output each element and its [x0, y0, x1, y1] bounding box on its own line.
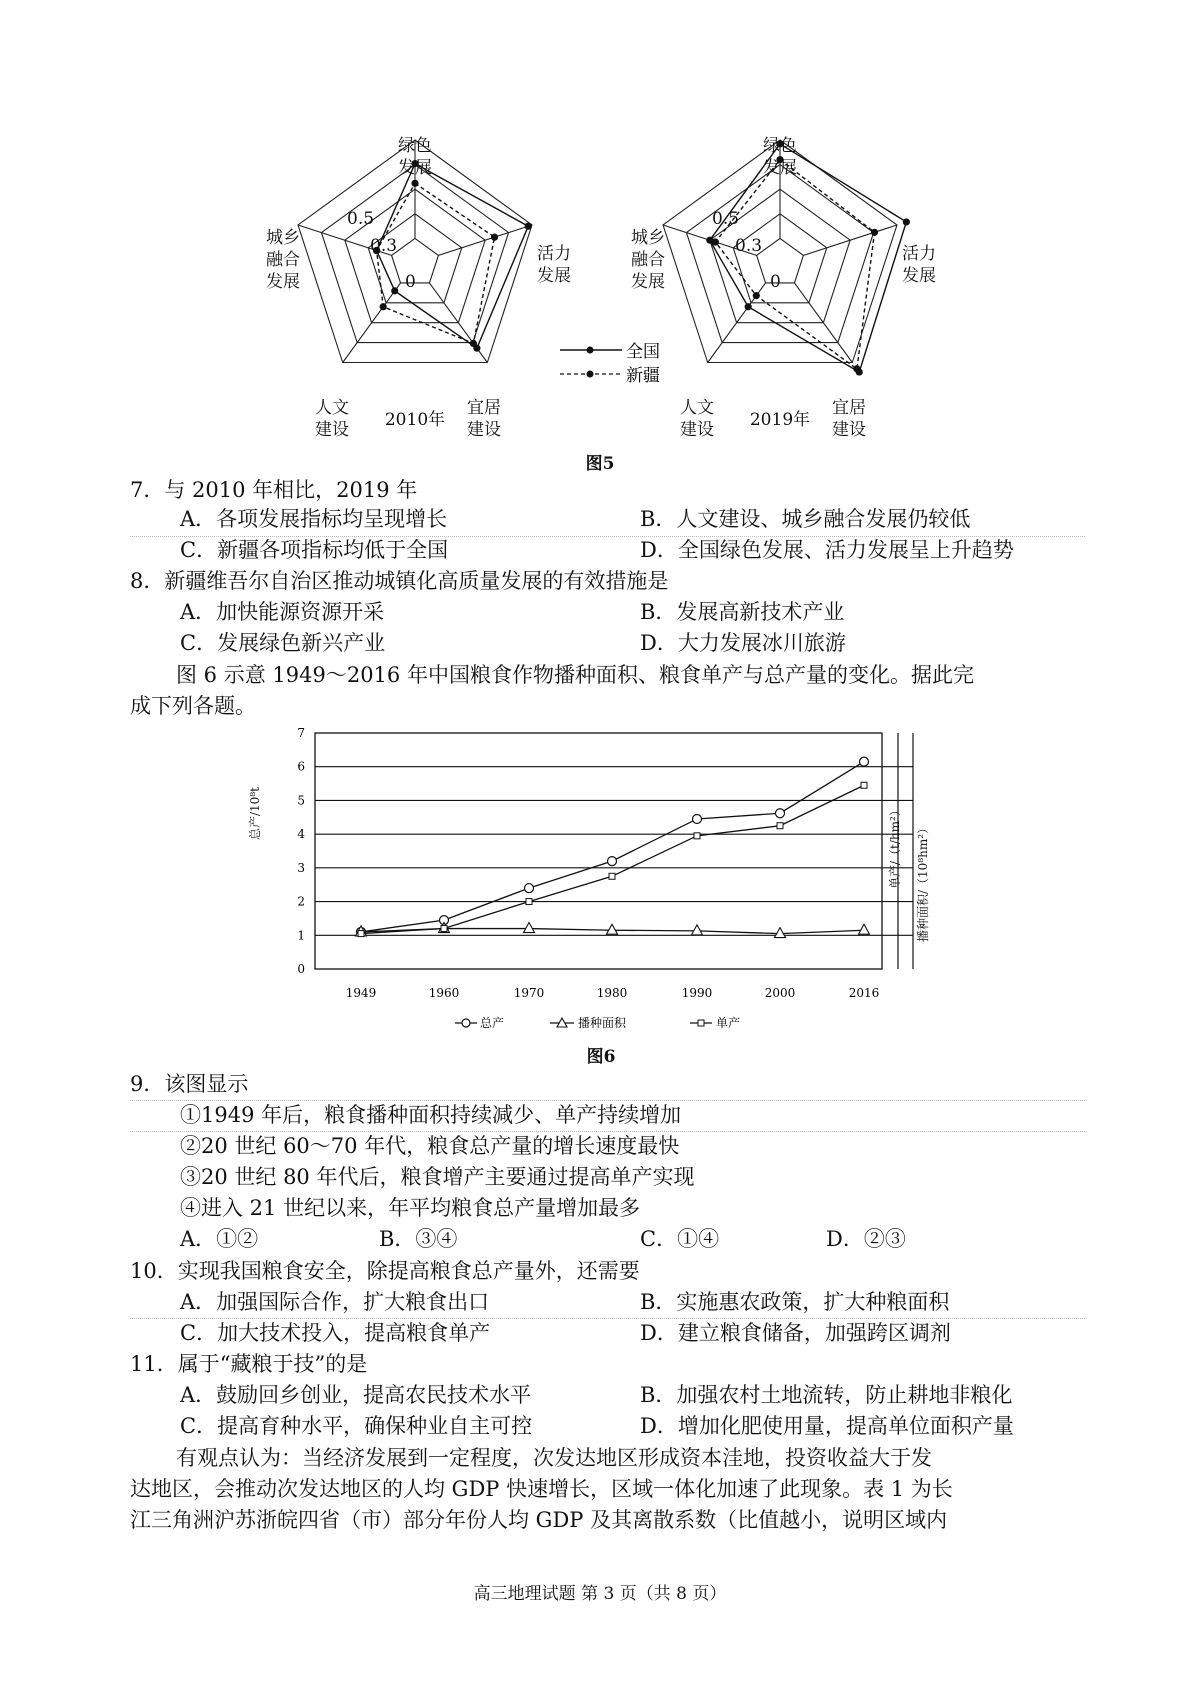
chart1-year: 2010年	[384, 410, 446, 430]
q11-option-a: A．鼓励回乡创业，提高农民技术水平	[180, 1383, 532, 1407]
legend-total-marker	[462, 1019, 470, 1027]
chart1-urban-l1: 城乡	[266, 228, 300, 248]
series-line-1	[361, 762, 864, 932]
q11-stem: 11．属于“藏粮于技”的是	[130, 1352, 368, 1376]
point-yield	[609, 873, 615, 879]
legend-total-label: 总产	[480, 1016, 505, 1030]
chart1-livable-l1: 宜居	[467, 398, 501, 418]
legend-national-label: 全国	[626, 342, 660, 362]
q11-option-d: D．增加化肥使用量，提高单位面积产量	[640, 1414, 1014, 1438]
fig6-ylabel-right-area: 播种面积/（10⁸hm²）	[916, 821, 930, 942]
q8-option-b: B．发展高新技术产业	[640, 600, 845, 624]
chart2-urban-l3: 发展	[631, 272, 665, 292]
divider	[130, 1100, 1085, 1101]
chart1-tick-03: 0.3	[370, 236, 398, 256]
point-total	[608, 857, 617, 866]
q9-option-d: D．②③	[826, 1227, 906, 1251]
point-total	[860, 757, 869, 766]
plot-frame	[315, 733, 882, 969]
x-tick-label: 1990	[681, 986, 713, 1000]
q8-option-d: D．大力发展冰川旅游	[640, 631, 846, 655]
chart2-livable-l2: 建设	[832, 420, 866, 440]
q9-statement-3: ③20 世纪 80 年代后，粮食增产主要通过提高单产实现	[180, 1165, 695, 1189]
point-area	[692, 925, 703, 935]
chart2-vital-l1: 活力	[902, 244, 936, 264]
chart1-green-l1: 绿色	[398, 136, 432, 156]
q9-stem: 9．该图显示	[130, 1072, 249, 1096]
point-area	[775, 928, 786, 938]
chart1-urban-l3: 发展	[266, 272, 300, 292]
chart1-tick-0: 0	[405, 272, 416, 292]
q7-option-a: A．各项发展指标均呈现增长	[180, 507, 448, 531]
chart2-urban-l2: 融合	[631, 250, 665, 270]
intro-fig6-line1: 图 6 示意 1949～2016 年中国粮食作物播种面积、粮食单产与总产量的变化。据此完	[176, 663, 974, 687]
y-tick-label: 0	[297, 962, 305, 976]
q10-option-b: B．实施惠农政策，扩大种粮面积	[640, 1290, 950, 1314]
divider	[130, 1131, 1085, 1132]
x-tick-label: 2016	[848, 986, 880, 1000]
q7-option-d: D．全国绿色发展、活力发展呈上升趋势	[640, 538, 1014, 562]
chart2-year: 2019年	[749, 410, 811, 430]
chart1-human-l2: 建设	[315, 420, 349, 440]
q7-option-c: C．新疆各项指标均低于全国	[180, 538, 449, 562]
q11-option-c: C．提高育种水平，确保种业自主可控	[180, 1414, 533, 1438]
q7-stem: 7．与 2010 年相比，2019 年	[130, 478, 418, 502]
q9-option-b: B．③④	[379, 1227, 458, 1251]
chart1-vital-l2: 发展	[537, 266, 571, 286]
q9-statement-2: ②20 世纪 60～70 年代，粮食总产量的增长速度最快	[180, 1134, 680, 1158]
chart1-urban-l2: 融合	[266, 250, 300, 270]
x-tick-label: 1980	[596, 986, 628, 1000]
page-footer: 高三地理试题 第 3 页（共 8 页）	[473, 1584, 727, 1604]
point-yield	[441, 926, 447, 932]
chart1-human-l1: 人文	[315, 398, 349, 418]
point-total	[693, 814, 702, 823]
chart2-human-l2: 建设	[680, 420, 714, 440]
point-yield	[861, 782, 867, 788]
q9-statement-4: ④进入 21 世纪以来，年平均粮食总产量增加最多	[180, 1196, 641, 1220]
q10-stem: 10．实现我国粮食安全，除提高粮食总产量外，还需要	[130, 1259, 640, 1283]
point-total	[525, 884, 534, 893]
chart2-green-l1: 绿色	[763, 136, 797, 156]
y-tick-label: 6	[297, 759, 305, 774]
q8-option-a: A．加快能源资源开采	[180, 600, 385, 624]
chart2-urban-l1: 城乡	[631, 228, 665, 248]
y-tick-label: 5	[297, 793, 305, 808]
q9-option-c: C．①④	[640, 1227, 720, 1251]
chart2-tick-05: 0.5	[712, 209, 740, 229]
passage-line-2: 达地区，会推动次发达地区的人均 GDP 快速增长，区域一体化加速了此现象。表 1 为长	[130, 1477, 953, 1501]
chart2-vital-l2: 发展	[902, 266, 936, 286]
q10-option-d: D．建立粮食储备，加强跨区调剂	[640, 1321, 951, 1345]
x-tick-label: 1949	[345, 986, 377, 1000]
legend-yield-marker	[698, 1020, 704, 1026]
q8-option-c: C．发展绿色新兴产业	[180, 631, 386, 655]
q7-option-b: B．人文建设、城乡融合发展仍较低	[640, 507, 971, 531]
q10-option-a: A．加强国际合作，扩大粮食出口	[180, 1290, 490, 1314]
figure-6-marks	[356, 757, 870, 937]
point-area	[859, 924, 870, 934]
point-yield	[694, 833, 700, 839]
point-yield	[777, 823, 783, 829]
q8-stem: 8．新疆维吾尔自治区推动城镇化高质量发展的有效措施是	[130, 569, 669, 593]
q11-option-b: B．加强农村土地流转，防止耕地非粮化	[640, 1383, 1013, 1407]
intro-fig6-line2: 成下列各题。	[130, 694, 256, 718]
x-tick-label: 1960	[428, 986, 460, 1000]
chart2-human-l1: 人文	[680, 398, 714, 418]
point-total	[776, 809, 785, 818]
x-tick-label: 2000	[764, 986, 796, 1000]
fig6-ylabel-left: 总产/10⁸t	[248, 787, 262, 840]
passage-line-3: 江三角洲沪苏浙皖四省（市）部分年份人均 GDP 及其离散系数（比值越小，说明区域内	[130, 1508, 948, 1532]
y-tick-label: 3	[297, 860, 305, 875]
chart2-livable-l1: 宜居	[832, 398, 866, 418]
q9-option-a: A．①②	[180, 1227, 259, 1251]
figure-6-caption: 图6	[586, 1047, 616, 1067]
x-tick-label: 1970	[513, 986, 545, 1000]
point-area	[607, 924, 618, 934]
q9-statement-1: ①1949 年后，粮食播种面积持续减少、单产持续增加	[180, 1103, 682, 1127]
fig6-ylabel-right-yield: 单产/（t/hm²）	[888, 804, 902, 889]
chart1-livable-l2: 建设	[467, 420, 501, 440]
y-tick-label: 7	[297, 726, 305, 740]
point-yield	[526, 899, 532, 905]
divider	[130, 1318, 1085, 1319]
chart1-vital-l1: 活力	[537, 244, 571, 264]
point-area	[524, 923, 535, 933]
point-yield	[358, 931, 364, 937]
chart2-green-l2: 发展	[763, 158, 797, 178]
y-tick-label: 1	[297, 928, 305, 943]
legend-xinjiang-label: 新疆	[626, 366, 660, 386]
figure-5-caption: 图5	[585, 454, 615, 474]
chart1-green-l2: 发展	[398, 158, 432, 178]
figure-6-legend	[455, 1015, 740, 1030]
chart1-tick-05: 0.5	[347, 209, 375, 229]
legend-area-label: 播种面积	[578, 1016, 627, 1030]
chart2-tick-0: 0	[770, 272, 781, 292]
passage-line-1: 有观点认为：当经济发展到一定程度，次发达地区形成资本洼地，投资收益大于发	[176, 1446, 932, 1470]
y-tick-label: 4	[297, 827, 305, 842]
y-tick-label: 2	[297, 894, 305, 909]
q10-option-c: C．加大技术投入，提高粮食单产	[180, 1321, 491, 1345]
chart2-tick-03: 0.3	[735, 236, 763, 256]
legend-yield-label: 单产	[716, 1016, 741, 1030]
